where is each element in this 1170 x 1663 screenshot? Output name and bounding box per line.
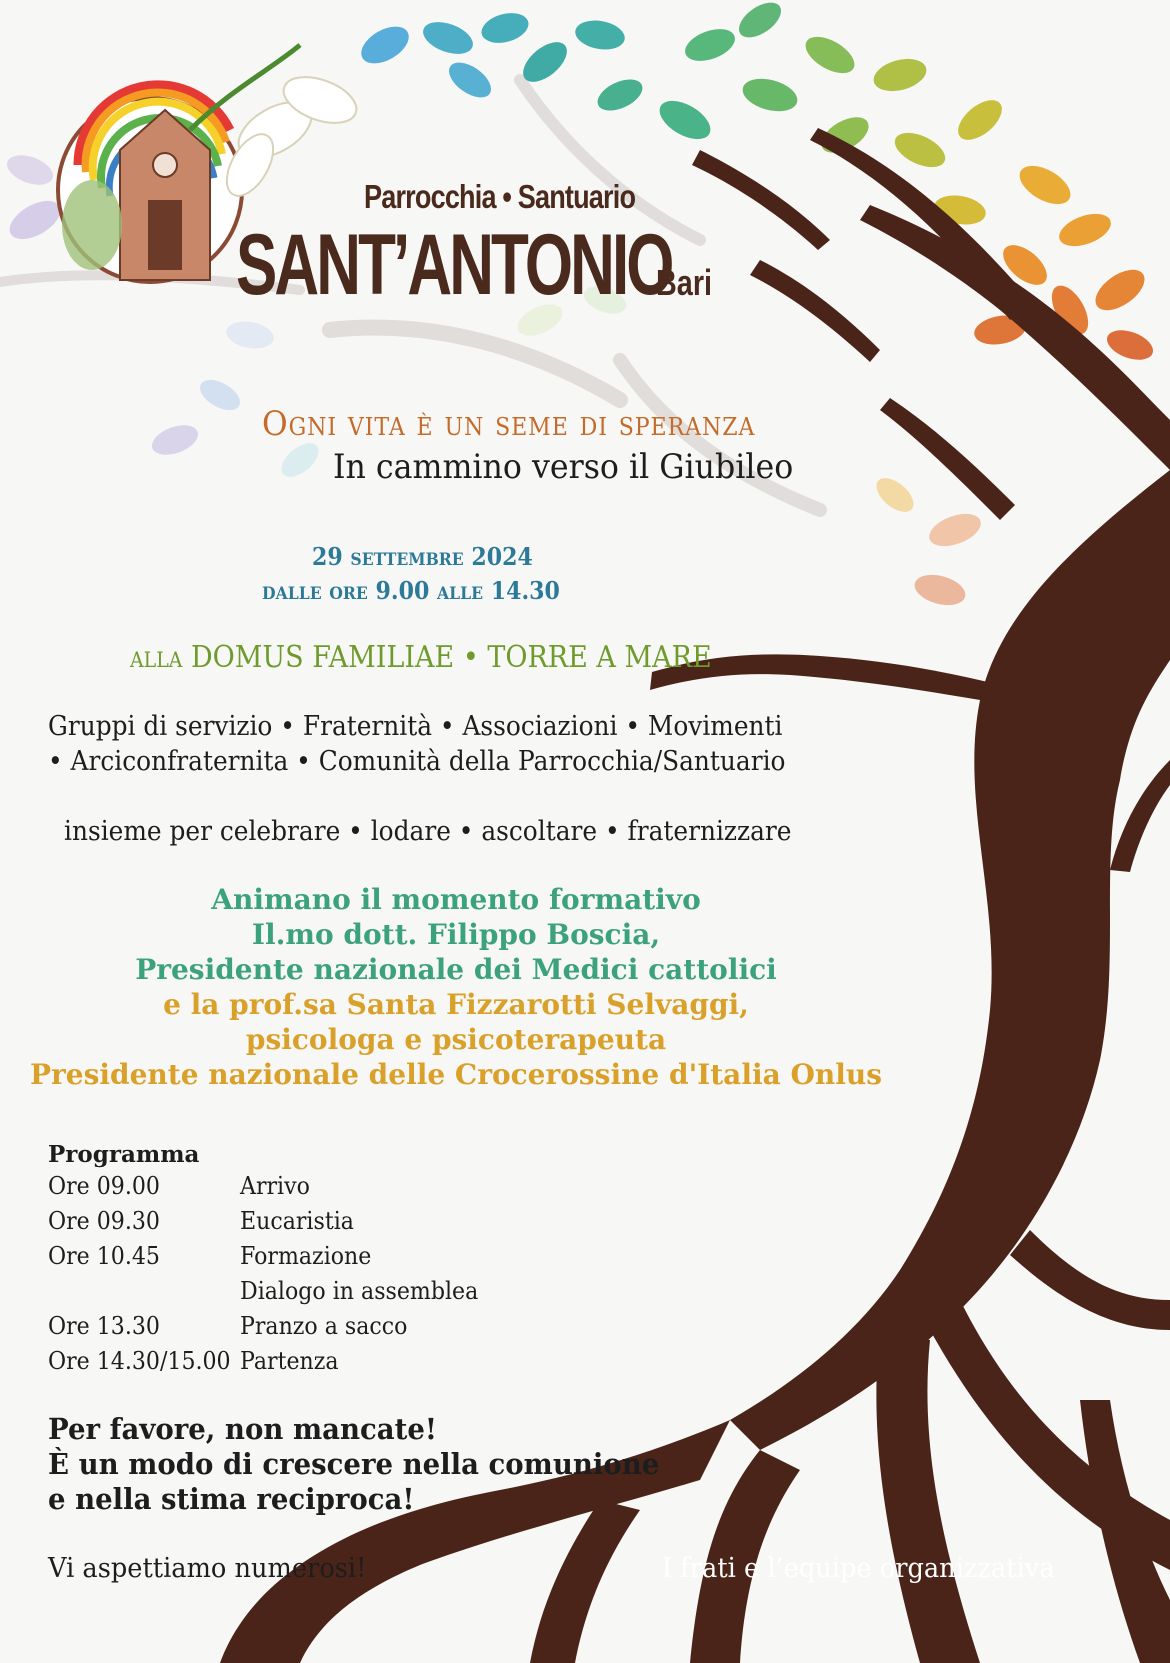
program-time: Ore 09.00 [48, 1172, 160, 1200]
welcome-message: Vi aspettiamo numerosi! [48, 1553, 367, 1584]
program-time: Ore 09.30 [48, 1207, 160, 1235]
program-activity: Eucaristia [240, 1207, 354, 1235]
closing-line-3: e nella stima reciproca! [48, 1482, 415, 1516]
event-time: dalle ore 9.00 alle 14.30 [262, 576, 560, 605]
logo-subtitle: Parrocchia • Santuario [364, 178, 636, 215]
program-time: Ore 13.30 [48, 1312, 160, 1340]
headline: Ogni vita è un seme di speranza [262, 404, 756, 444]
signature: I frati e l’equipe organizzativa [662, 1553, 1055, 1584]
speakers-line-6: Presidente nazionale delle Crocerossine d'Italia Onlus [30, 1058, 882, 1091]
program-activity: Partenza [240, 1347, 339, 1375]
program-time: Ore 10.45 [48, 1242, 160, 1270]
program-activity: Formazione [240, 1242, 372, 1270]
groups-line-1: Gruppi di servizio • Fraternità • Associazioni • Movimenti [48, 711, 783, 742]
program-activity: Pranzo a sacco [240, 1312, 408, 1340]
event-date: 29 settembre 2024 [312, 542, 533, 571]
closing-line-1: Per favore, non mancate! [48, 1412, 437, 1446]
speakers-line-1: Animano il momento formativo [211, 883, 701, 916]
closing-line-2: È un modo di crescere nella comunione [48, 1447, 660, 1481]
event-venue: alla DOMUS FAMILIAE • TORRE A MARE [130, 640, 712, 675]
groups-purpose: insieme per celebrare • lodare • ascoltare • fraternizzare [64, 816, 792, 847]
speakers-line-5: psicologa e psicoterapeuta [245, 1023, 667, 1056]
logo-title: SANT’ANTONIO [236, 217, 672, 313]
speakers-line-3: Presidente nazionale dei Medici cattolici [135, 953, 777, 986]
speakers-line-4: e la prof.sa Santa Fizzarotti Selvaggi, [163, 988, 749, 1021]
logo-city: Bari [656, 262, 713, 303]
program-title: Programma [48, 1141, 200, 1168]
program-activity: Dialogo in assemblea [240, 1277, 479, 1305]
speakers-line-2: Il.mo dott. Filippo Boscia, [251, 918, 661, 951]
program-activity: Arrivo [240, 1172, 310, 1200]
groups-line-2: • Arciconfraternita • Comunità della Parrocchia/Santuario [48, 746, 786, 777]
subheadline: In cammino verso il Giubileo [333, 447, 794, 487]
program-time: Ore 14.30/15.00 [48, 1347, 231, 1375]
